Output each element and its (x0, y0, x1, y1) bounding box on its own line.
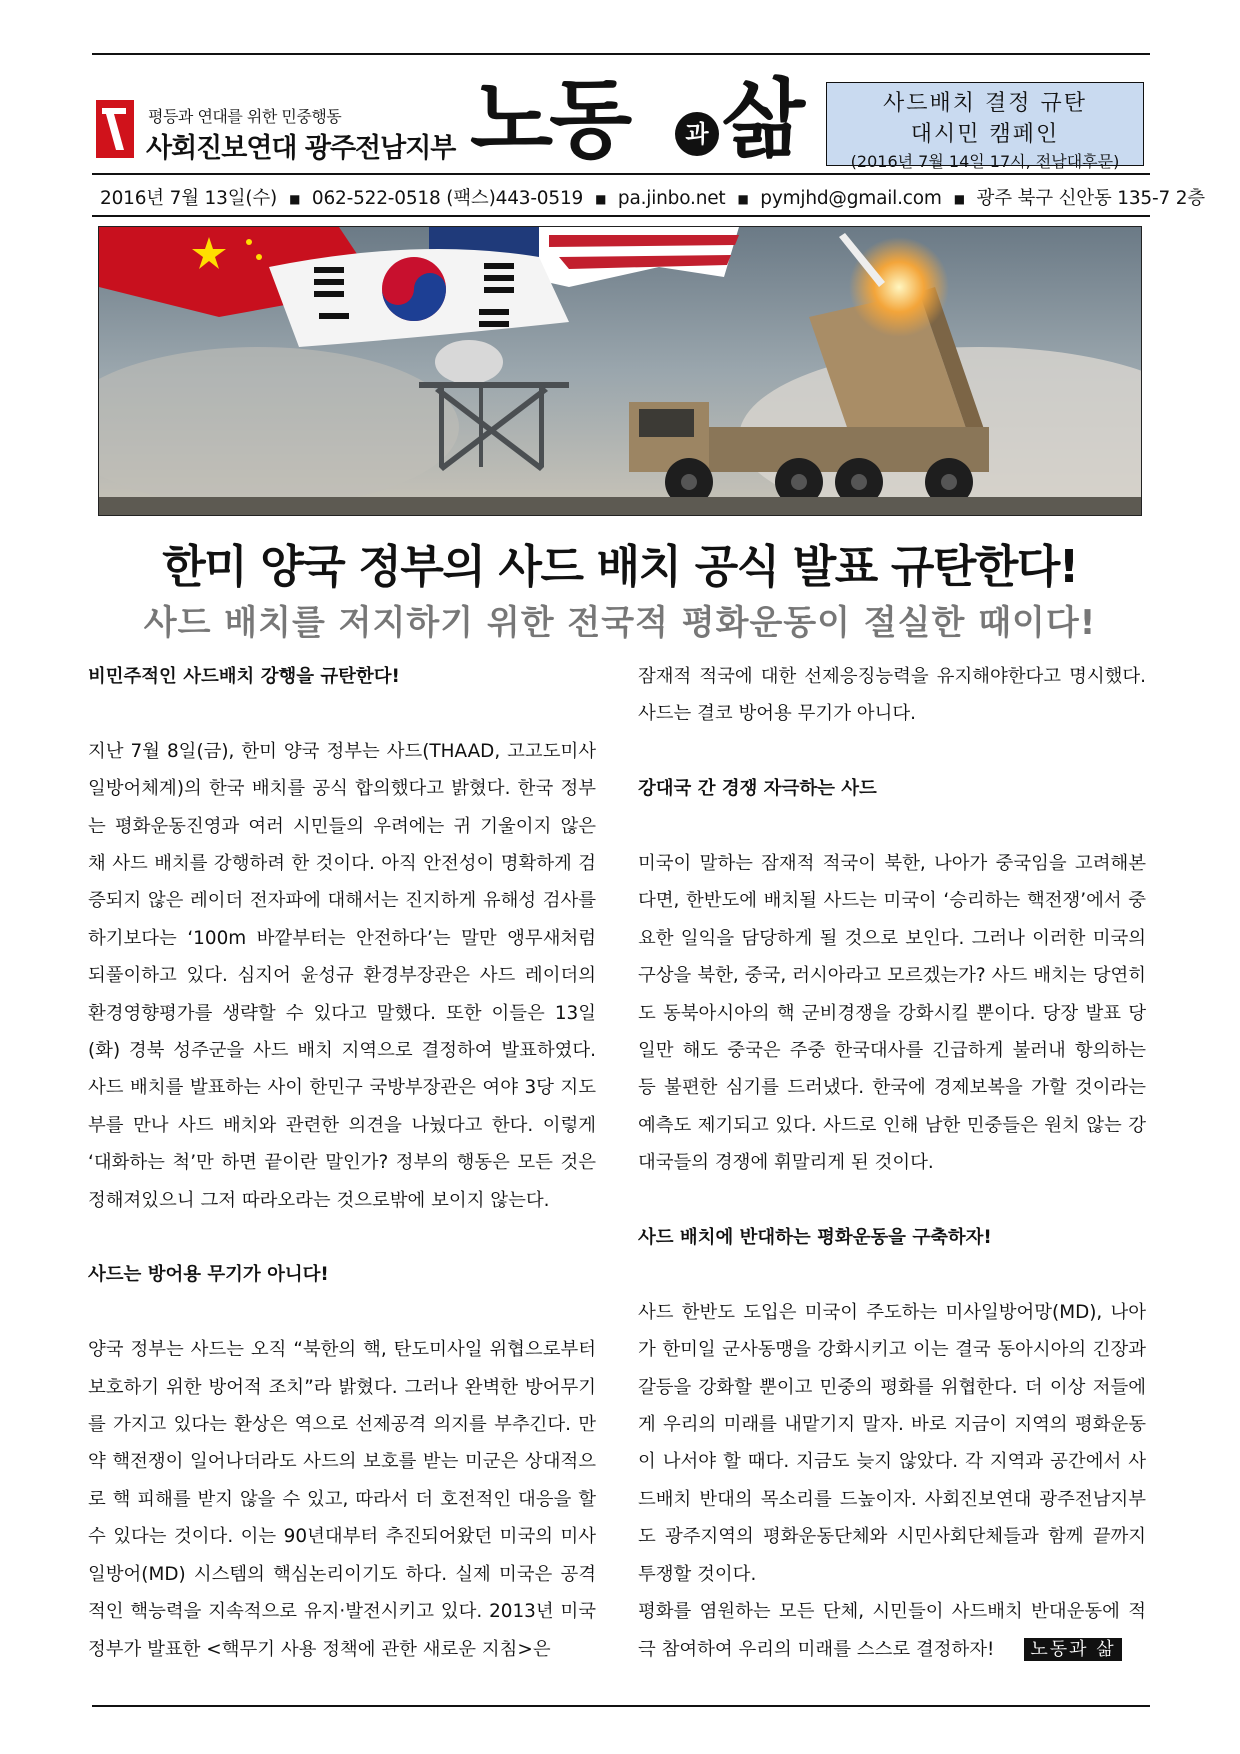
paragraph: 잠재적 적국에 대한 선제응징능력을 유지해야한다고 명시했다. 사드는 결코 방어용 무기가 아니다. (638, 666, 1146, 725)
masthead-title-connector: 과 (675, 112, 719, 156)
paragraph: 양국 정부는 사드는 오직 “북한의 핵, 탄도미사일 위협으로부터 보호하기 위한 방어적 조치”라 밝혔다. 그러나 완벽한 방어무기를 가지고 있다는 환상은 역으로 선제공격 의지를 부추긴다. 만약 핵전쟁이 일어나더라도 사드의 보호를 받는 미군은 상대적으로 핵 피해를 받지 않을 수 있고, 따라서 더 호전적인 대응을 할 수 있다는 것이다. 이는 90년대부터 추진되어왔던 미국의 미사일방어(MD) 시스템의 핵심논리이기도 하다. 실제 미국은 공격적인 핵능력을 지속적으로 유지·발전시키고 있다. 2013년 미국 정부가 발표한 <핵무기 사용 정책에 관한 새로운 지침>은 (88, 1339, 596, 1660)
bullet-icon: ■ (737, 192, 749, 206)
spacer (638, 808, 1146, 845)
phone-number: 062-522-0518 (팩스)443-0519 (311, 188, 584, 209)
closing-paragraph (638, 1593, 1146, 1668)
organization-block (96, 100, 456, 162)
top-rule (92, 53, 1150, 55)
masthead-title-part1: 노동 (470, 69, 629, 170)
campaign-subtitle: 대시민 캠페인 (910, 122, 1060, 147)
campaign-title: 사드배치 결정 규탄 (882, 91, 1087, 116)
signature-badge: 노동과 삶 (1024, 1638, 1121, 1661)
subheadline: 사드 배치를 저지하기 위한 전국적 평화운동이 절실한 때이다! (143, 603, 1097, 643)
organization-subtitle: 평등과 연대를 위한 민중행동 (148, 107, 342, 126)
issue-date: 2016년 7월 13일(수) (100, 188, 278, 209)
paragraph: 사드 한반도 도입은 미국이 주도하는 미사일방어망(MD), 나아가 한미일 군사동맹을 강화시키고 이는 결국 동아시아의 긴장과 갈등을 강화할 뿐이고 민중의 평화를 위협한다. 더 이상 저들에게 우리의 미래를 내맡기지 말자. 바로 지금이 지역의 평화운동이 나서야 할 때다. 지금도 늦지 않았다. 각 지역과 공간에서 사드배치 반대의 목소리를 드높이자. 사회진보연대 광주전남지부도 광주지역의 평화운동단체와 시민사회단체들과 함께 끝까지 투쟁할 것이다. (638, 1301, 1146, 1585)
left-column (88, 658, 596, 1668)
bullet-icon: ■ (595, 192, 607, 206)
campaign-notice-box (826, 82, 1144, 171)
headline: 한미 양국 정부의 사드 배치 공식 발표 규탄한다! (162, 540, 1078, 593)
spacer (88, 1219, 596, 1256)
organization-logo-icon (96, 100, 134, 158)
spacer (88, 1294, 596, 1331)
website-link[interactable]: pa.jinbo.net (617, 188, 726, 209)
section-heading: 사드는 방어용 무기가 아니다! (88, 1264, 329, 1286)
masthead-title-part2: 삶 (722, 69, 806, 170)
info-bottom-rule (92, 215, 1150, 217)
section-heading: 사드 배치에 반대하는 평화운동을 구축하자! (638, 1227, 992, 1249)
section-heading: 비민주적인 사드배치 강행을 규탄한다! (88, 666, 400, 687)
masthead (470, 70, 830, 170)
spacer (638, 733, 1146, 770)
section-heading: 강대국 간 경쟁 자극하는 사드 (638, 778, 877, 800)
spacer (638, 1256, 1146, 1293)
bottom-rule (92, 1705, 1150, 1707)
bullet-icon: ■ (289, 192, 301, 206)
contact-info-bar (100, 184, 1205, 210)
right-column (638, 658, 1146, 1668)
bullet-icon: ■ (953, 192, 965, 206)
spacer (88, 695, 596, 732)
paragraph: 미국이 말하는 잠재적 적국이 북한, 나아가 중국임을 고려해본다면, 한반도에 배치될 사드는 미국이 ‘승리하는 핵전쟁’에서 중요한 일익을 담당하게 될 것으로 보인다. 그러나 이러한 미국의 구상을 북한, 중국, 러시아라고 모르겠는가? 사드 배치는 당연히도 동북아시아의 핵 군비경쟁을 강화시킬 뿐이다. 당장 발표 당일만 해도 중국은 주중 한국대사를 긴급하게 불러내 항의하는 등 불편한 심기를 드러냈다. 한국에 경제보복을 가할 것이라는 예측도 제기되고 있다. 사드로 인해 남한 민중들은 원치 않는 강대국들의 경쟁에 휘말리게 된 것이다. (638, 853, 1146, 1174)
hero-image (98, 226, 1142, 516)
campaign-datetime: (2016년 7월 14일 17시, 전남대후문) (850, 152, 1120, 171)
paragraph: 지난 7월 8일(금), 한미 양국 정부는 사드(THAAD, 고고도미사일방어체계)의 한국 배치를 공식 합의했다고 밝혔다. 한국 정부는 평화운동진영과 여러 시민들의 우려에는 귀 기울이지 않은 채 사드 배치를 강행하려 한 것이다. 아직 안전성이 명확하게 검증되지 않은 레이더 전자파에 대해서는 진지하게 유해성 검사를 하기보다는 ‘100m 바깥부터는 안전하다’는 말만 앵무새처럼 되풀이하고 있다. 심지어 윤성규 환경부장관은 사드 레이더의 환경영향평가를 생략할 수 있다고 말했다. 또한 이들은 13일(화) 경북 성주군을 사드 배치 지역으로 결정하여 발표하였다. 사드 배치를 발표하는 사이 한민구 국방부장관은 여야 3당 지도부를 만나 사드 배치와 관련한 의견을 나눴다고 한다. 이렇게 ‘대화하는 척’만 하면 끝이란 말인가? 정부의 행동은 모든 것은 정해져있으니 그저 따라오라는 것으로밖에 보이지 않는다. (88, 740, 596, 1211)
info-top-rule (92, 173, 1150, 175)
thaad-launcher-illustration (99, 227, 1141, 515)
address: 광주 북구 신안동 135-7 2층 (976, 188, 1205, 209)
email-link[interactable]: pymjhd@gmail.com (760, 188, 942, 209)
organization-name: 사회진보연대 광주전남지부 (146, 133, 456, 164)
closing-text: 평화를 염원하는 모든 단체, 시민들이 사드배치 반대운동에 적극 참여하여 우리의 미래를 스스로 결정하자! (638, 1601, 1146, 1660)
spacer (638, 1182, 1146, 1219)
